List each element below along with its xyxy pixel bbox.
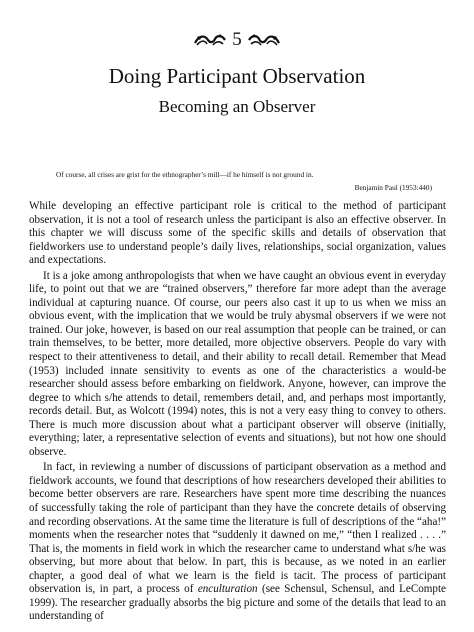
- epigraph-quote: Of course, all crises are grist for the ethnographer’s mill—if he himself is not ground in.: [56, 170, 314, 179]
- paragraph: While developing an effective participant role is critical to the method of participant observation, it is not a tool of research unless the participant is also an effective observer. In this chapter we will discuss some of the specific skills and details of observation that fieldworkers use to understand people’s daily lives, relationships, social organization, values and expectations.: [29, 200, 446, 267]
- paragraph-text: In fact, in reviewing a number of discussions of participant observation as a method and fieldwork accounts, we found that descriptions of how researchers developed their abilities to become better observers are rare. Researchers have spent more time describing the nuances of successfully taking the role of participant than they have the concrete details of observing and recording observations. At the same time the literature is full of descriptions of the “aha!” moments when the researcher notes that “suddenly it dawned on me,” “then I realized . . . .” That is, the moments in field work in which the researcher came to understand what s/he was observing, but more about that below. In part, this is because, as we noted in an earlier chapter, a good deal of what we learn is the field is tacit. The process of participant observation is, in part, a process of: [29, 461, 446, 596]
- chapter-title: Doing Participant Observation: [108, 64, 366, 88]
- left-ornament-icon: [193, 32, 227, 48]
- emphasized-term: enculturation: [197, 583, 258, 596]
- right-ornament-icon: [247, 32, 281, 48]
- chapter-heading: [0, 30, 474, 50]
- paragraph-text: (see Schensul, Schensul, and LeCompte 1999). The researcher gradually absorbs the big picture and some of the details that lead to an understanding of: [29, 583, 446, 623]
- paragraph: [29, 461, 446, 624]
- chapter-subtitle: Becoming an Observer: [158, 97, 316, 116]
- paragraph: It is a joke among anthropologists that when we have caught an obvious event in everyday life, to point out that we are “trained observers,” therefore far more adept than the average individual at capturing nuance. Of course, our peers also cast it up to us when we miss an obvious event, with the implication that we would be truly abysmal observers if we were not trained. Our joke, however, is based on our real assumption that people can be trained, or can train themselves, to be better, more detailed, more objective observers. People do vary with respect to their attentiveness to detail, and their ability to recall detail. Remember that Mead (1953) included innate sensitivity to events as one of the characteristics a would-be researcher should assess before embarking on fieldwork. Anyone, however, can improve the degree to which s/he attends to detail, remembers detail, and, and perhaps most importantly, records detail. But, as Wolcott (1994) notes, this is not a very easy thing to convey to others. There is much more discussion about what a participant observer will observe (initially, everything; later, a representative selection of events and situations), but not how one should observe.: [29, 269, 446, 458]
- body-text: [29, 200, 446, 624]
- epigraph-source: Benjamin Paul (1953:440): [354, 183, 432, 192]
- chapter-number: 5: [232, 29, 242, 50]
